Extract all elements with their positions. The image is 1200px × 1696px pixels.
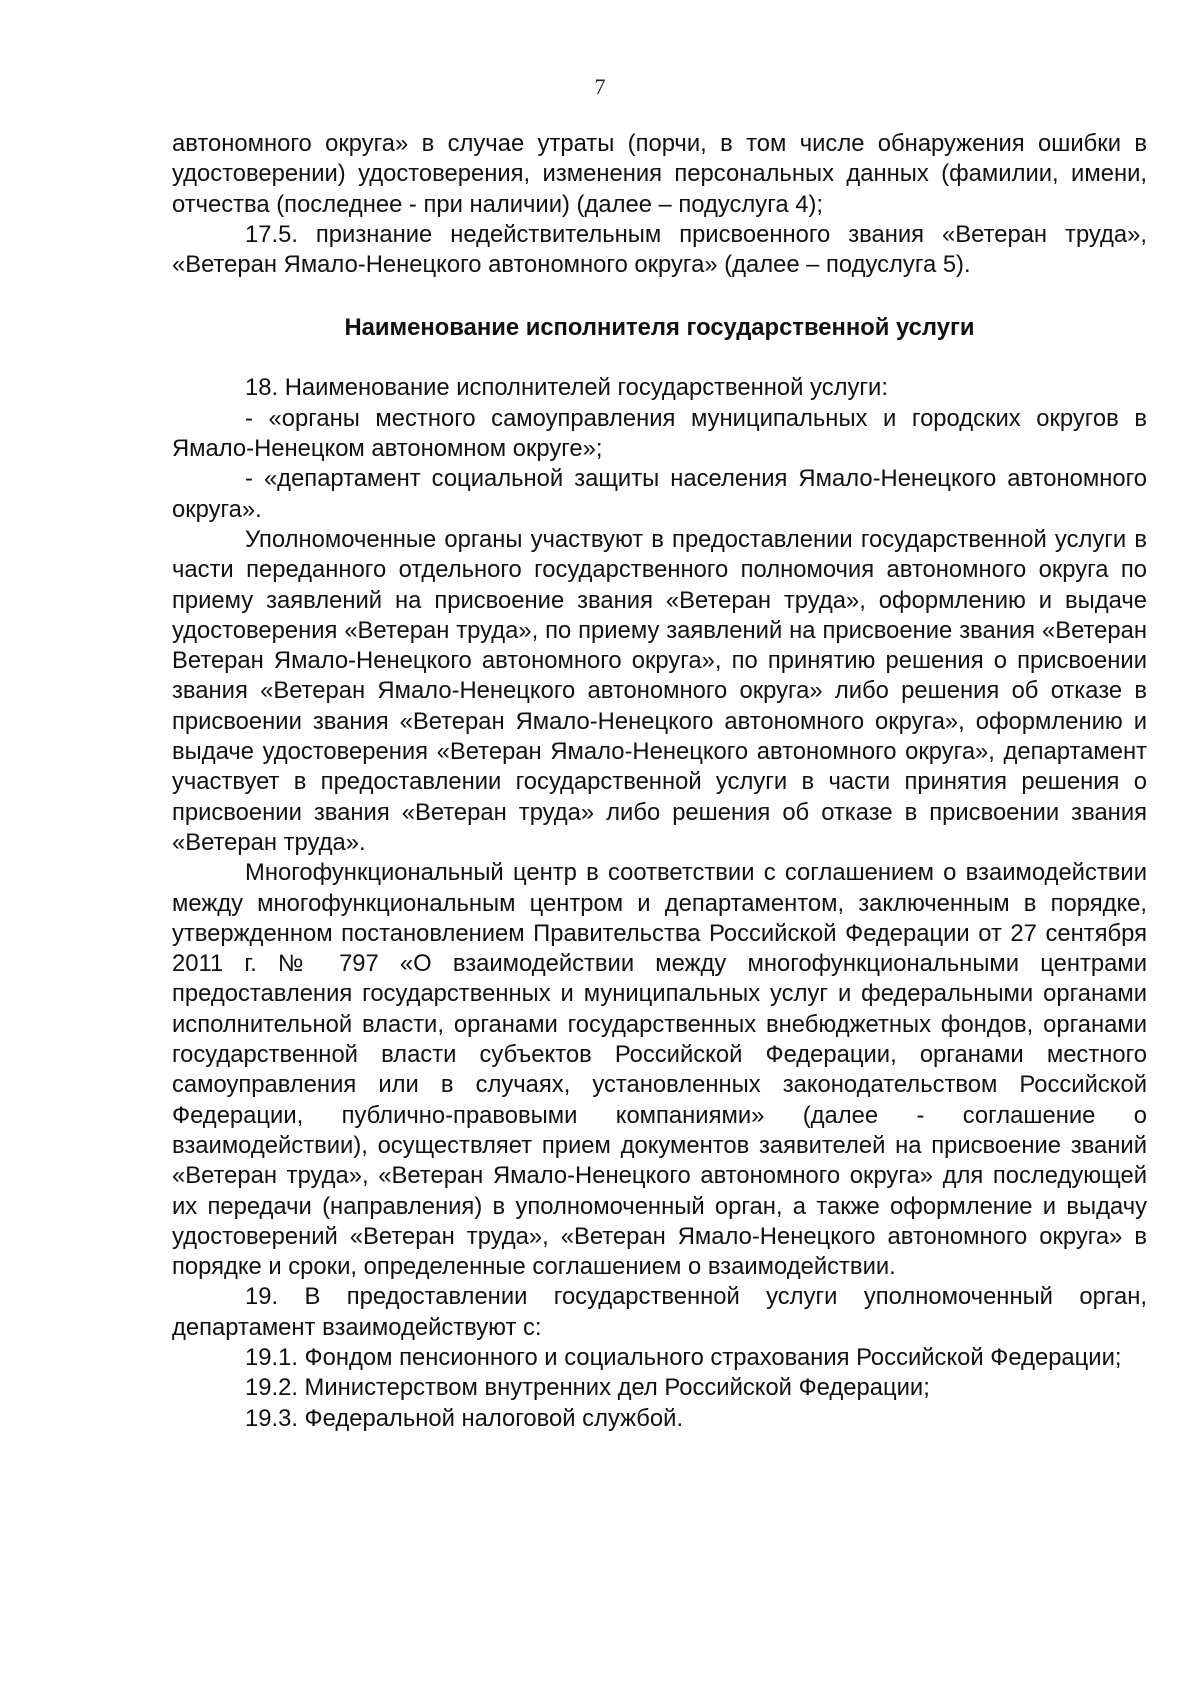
paragraph-item-19-2: 19.2. Министерством внутренних дел Российской Федерации; [245,1374,930,1402]
paragraph-bullet-local-government: - «органы местного самоуправления муниципальных и городских округов в Ямало-Ненецком автономном округе»; [172,404,1147,463]
section-heading: Наименование исполнителя государственной услуги [344,314,975,342]
paragraph-item-17-5: 17.5. признание недействительным присвоенного звания «Ветеран труда», «Ветеран Ямало-Ненецкого автономного округа» (далее – подуслуга 5). [172,220,1147,279]
paragraph-authorized-bodies: Уполномоченные органы участвуют в предоставлении государственной услуги в части переданного отдельного государственного полномочия автономного округа по приему заявлений на присвоение звания «Ветеран труда», оформлению и выдаче удостоверения «Ветеран труда», по приему заявлений на присвоение звания «Ветеран Ветеран Ямало-Ненецкого автономного округа», по принятию решения о присвоении звания «Ветеран Ямало-Ненецкого автономного округа» либо решения об отказе в присвоении звания «Ветеран Ямало-Ненецкого автономного округа», оформлению и выдаче удостоверения «Ветеран Ямало-Ненецкого автономного округа», департамент участвует в предоставлении государственной услуги в части принятия решения о присвоении звания «Ветеран труда» либо решения об отказе в присвоении звания «Ветеран труда». [172,525,1147,856]
paragraph-item-19-1: 19.1. Фондом пенсионного и социального страхования Российской Федерации; [245,1343,1122,1371]
paragraph-item-19: 19. В предоставлении государственной услуги уполномоченный орган, департамент взаимодействуют с: [172,1283,1147,1341]
paragraph-bullet-department: - «департамент социальной защиты населения Ямало-Ненецкого автономного округа». [172,465,1147,523]
document-body [172,129,1147,1434]
paragraph-item-18: 18. Наименование исполнителей государственной услуги: [245,374,888,402]
paragraph-item-19-3: 19.3. Федеральной налоговой службой. [245,1404,684,1432]
page-number: 7 [594,74,606,99]
paragraph-mfc: Многофункциональный центр в соответствии с соглашением о взаимодействии между многофункциональным центром и департаментом, заключенным в порядке, утвержденном постановлением Правительства Российской Федерации от 27 сентября 2011 г. № 797 «О взаимодействии между многофункциональными центрами предоставления государственных и муниципальных услуг и федеральными органами исполнительной власти, органами государственных внебюджетных фондов, органами государственной власти субъектов Российской Федерации, органами местного самоуправления или в случаях, установленных законодательством Российской Федерации, публично-правовыми компаниями» (далее - соглашение о взаимодействии), осуществляет прием документов заявителей на присвоение званий «Ветеран труда», «Ветеран Ямало-Ненецкого автономного округа» для последующей их передачи (направления) в уполномоченный орган, а также оформление и выдачу удостоверений «Ветеран труда», «Ветеран Ямало-Ненецкого автономного округа» в порядке и сроки, определенные соглашением о взаимодействии. [172,859,1147,1281]
paragraph-continuation: автономного округа» в случае утраты (порчи, в том числе обнаружения ошибки в удостоверении) удостоверения, изменения персональных данных (фамилии, имени, отчества (последнее - при наличии) (далее – подуслуга 4); [172,130,1147,218]
